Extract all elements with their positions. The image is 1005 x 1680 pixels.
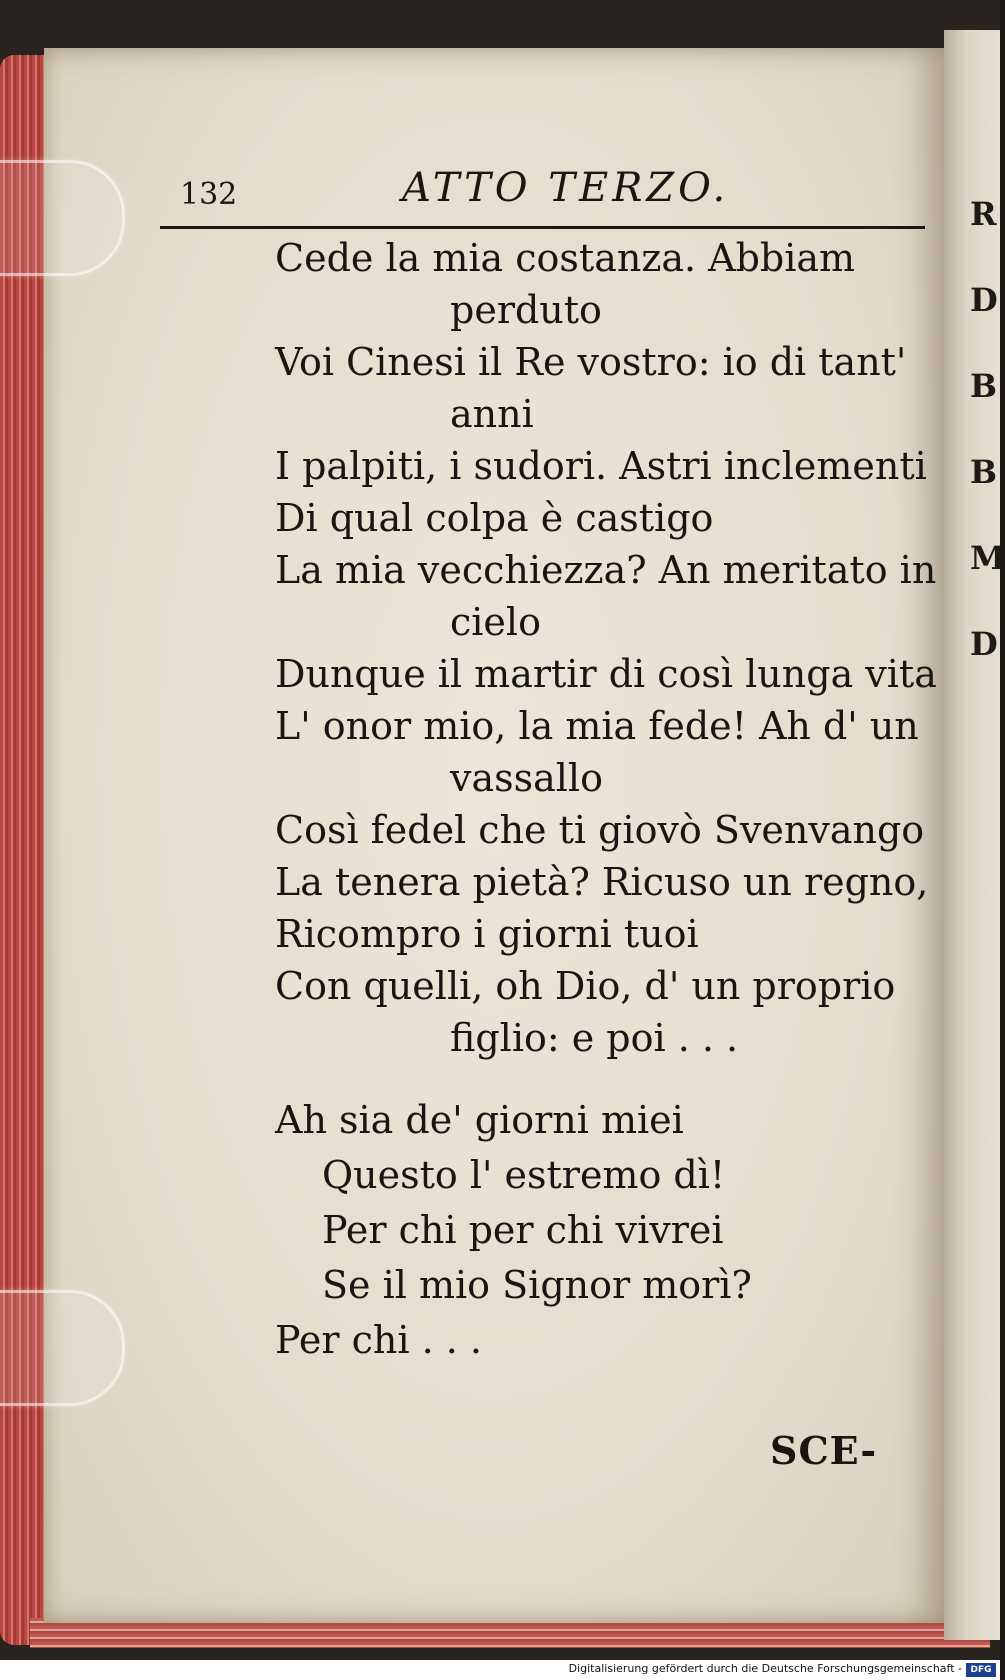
verse-line: Ricompro i giorni tuoi [275, 912, 699, 956]
verse-line: I palpiti, i sudori. Astri inclementi [275, 444, 927, 488]
verse-line: Dunque il martir di così lunga vita [275, 652, 937, 696]
verse-line: Con quelli, oh Dio, d' un proprio [275, 964, 896, 1008]
verse-turnover: cielo [450, 600, 541, 644]
head-rule [160, 226, 925, 229]
stanza-gap [275, 1064, 935, 1094]
verse-line: Voi Cinesi il Re vostro: io di tant' [275, 340, 907, 384]
facing-glyph: R [970, 195, 997, 233]
verse-line: La tenera pietà? Ricuso un regno, [275, 860, 929, 904]
page-clip-top [0, 160, 125, 276]
facing-glyph: M [970, 539, 1005, 577]
verse-turnover: anni [450, 392, 534, 436]
verse-line: Così fedel che ti giovò Svenvango [275, 808, 925, 852]
facing-page-glyphs [970, 195, 1005, 711]
page-edge-left [0, 55, 48, 1645]
verse-line: L' onor mio, la mia fede! Ah d' un [275, 704, 919, 748]
aria-line: Se il mio Signor morì? [322, 1263, 752, 1307]
aria-line: Per chi per chi vivrei [322, 1208, 724, 1252]
page-number: 132 [180, 177, 238, 212]
facing-glyph: B [970, 453, 998, 491]
page-clip-bottom [0, 1290, 125, 1406]
verse-line: La mia vecchiezza? An meritato in [275, 548, 937, 592]
verse-turnover: perduto [450, 288, 602, 332]
verse-line: Di qual colpa è castigo [275, 496, 714, 540]
aria-line: Per chi . . . [275, 1318, 482, 1362]
aria-line: Questo l' estremo dì! [322, 1153, 726, 1197]
verse-turnover: figlio: e poi . . . [450, 1016, 739, 1060]
facing-glyph: D [970, 625, 998, 663]
verse-line: Cede la mia costanza. Abbiam [275, 236, 856, 280]
verse-turnover: vassallo [450, 756, 603, 800]
footer-bar [0, 1660, 1000, 1680]
recitative-text [275, 232, 935, 1369]
running-head [180, 165, 920, 215]
facing-glyph: B [970, 367, 998, 405]
facing-glyph: D [970, 281, 998, 319]
aria-line: Ah sia de' giorni miei [275, 1098, 684, 1142]
footer-credit: Digitalisierung gefördert durch die Deutsche Forschungsgemeinschaft - [568, 1662, 962, 1675]
catchword: SCE- [770, 1428, 878, 1473]
dfg-logo: DFG [966, 1663, 996, 1677]
section-title: ATTO TERZO. [402, 165, 730, 211]
